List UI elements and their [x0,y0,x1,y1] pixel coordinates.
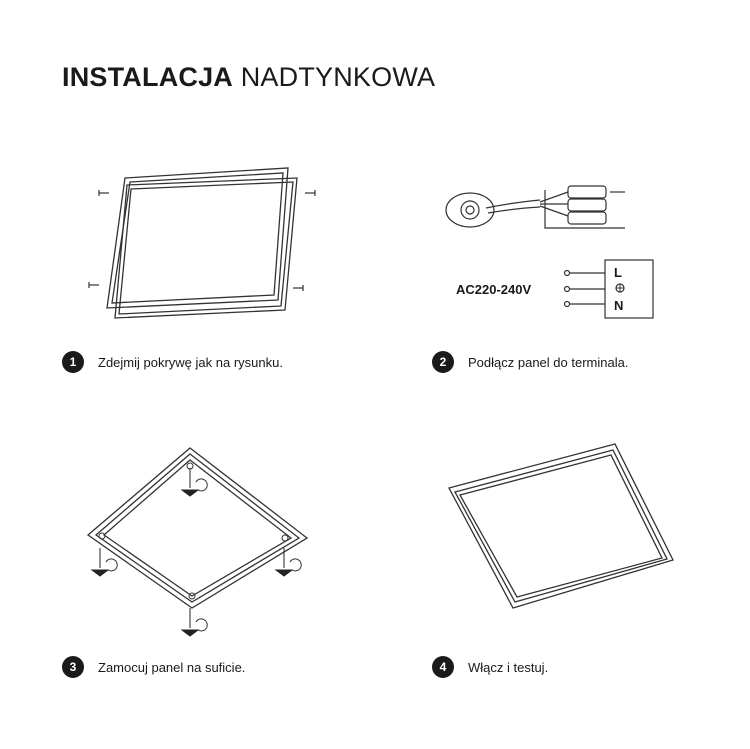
step-number: 3 [62,656,84,678]
ceiling-mount-illustration [80,440,310,645]
remove-cover-illustration [85,160,325,335]
title-bold: INSTALACJA [62,62,234,92]
step-2 [432,351,628,373]
step-number: 2 [432,351,454,373]
step-text: Zamocuj panel na suficie. [98,659,246,675]
switch-on-illustration [445,440,675,620]
title-light: NADTYNKOWA [240,62,436,92]
step-number: 4 [432,656,454,678]
page-title [62,62,435,93]
terminal-label-n: N [614,298,624,313]
step-number: 1 [62,351,84,373]
step-4 [432,656,548,678]
step-text: Zdejmij pokrywę jak na rysunku. [98,354,283,370]
step-1 [62,351,283,373]
terminal-label-l: L [614,265,622,280]
voltage-label: AC220-240V [456,282,532,297]
step-text: Włącz i testuj. [468,659,549,675]
terminal-wiring-illustration [440,180,665,325]
step-3 [62,656,245,678]
step-text: Podłącz panel do terminala. [468,354,629,370]
